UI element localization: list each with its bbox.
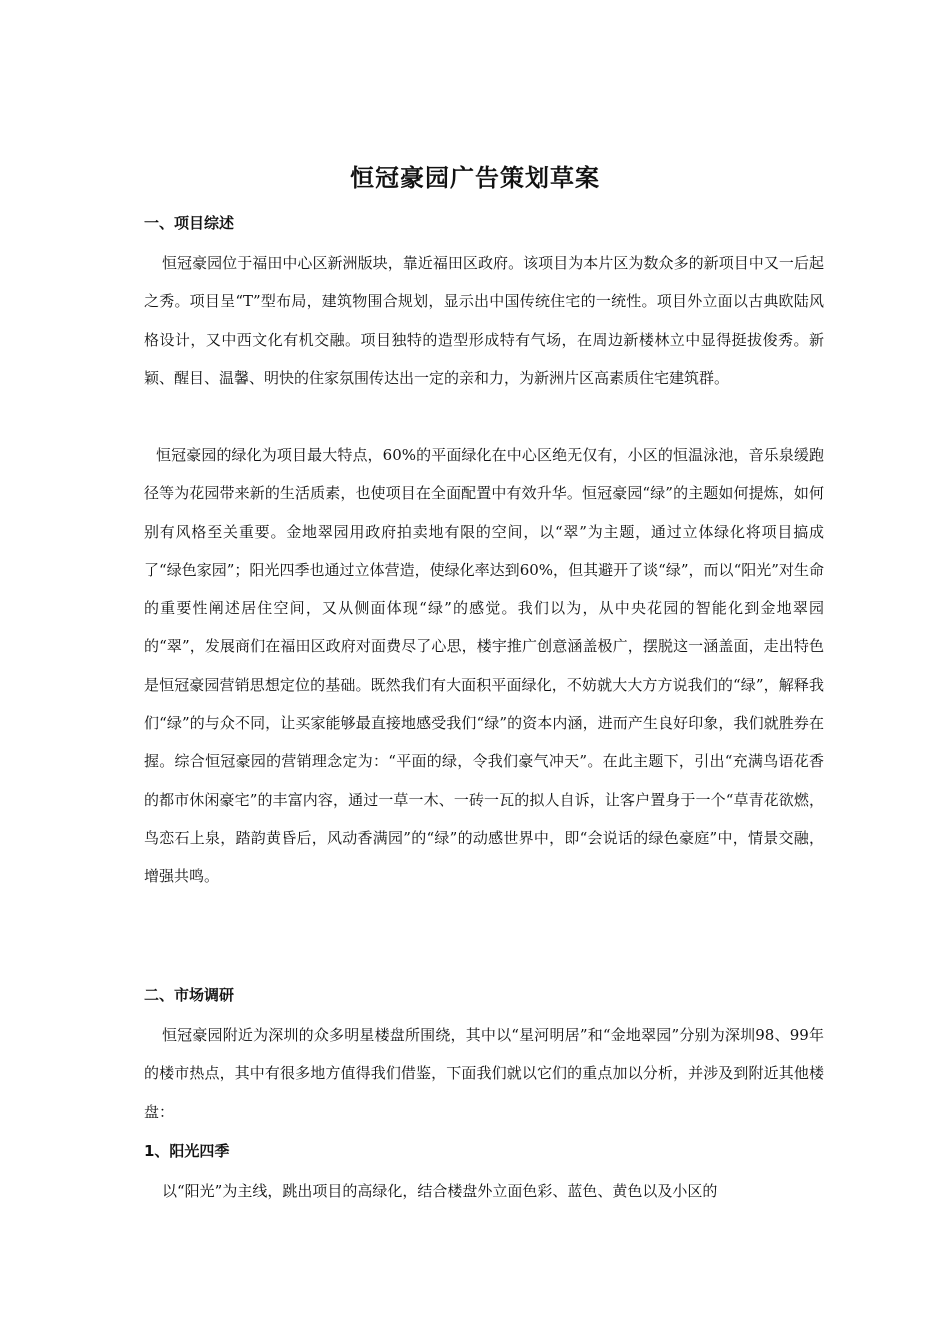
overview-paragraph-1: 恒冠豪园位于福田中心区新洲版块，靠近福田区政府。该项目为本片区为数众多的新项目中又一后起之秀。项目呈“T”型布局，建筑物围合规划，显示出中国传统住宅的一统性。项目外立面以古典欧陆风格设计，又中西文化有机交融。项目独特的造型形成特有气场，在周边新楼林立中显得挺拔俊秀。新颖、醒目、温馨、明快的住家氛围传达出一定的亲和力，为新洲片区高素质住宅建筑群。 bbox=[144, 254, 824, 387]
document-title: 恒冠豪园广告策划草案 bbox=[350, 164, 600, 192]
section-heading-overview: 一、项目综述 bbox=[144, 214, 235, 232]
section-heading-market-research: 二、市场调研 bbox=[144, 986, 235, 1004]
market-research-paragraph-1: 恒冠豪园附近为深圳的众多明星楼盘所围绕，其中以“星河明居”和“金地翠园”分别为深圳98、99年的楼市热点，其中有很多地方值得我们借鉴，下面我们就以它们的重点加以分析，并涉及到附近其他楼盘： bbox=[144, 1026, 824, 1121]
overview-paragraph-2: 恒冠豪园的绿化为项目最大特点，60%的平面绿化在中心区绝无仅有，小区的恒温泳池，音乐泉缓跑径等为花园带来新的生活质素，也使项目在全面配置中有效升华。恒冠豪园“绿”的主题如何提炼，如何别有风格至关重要。金地翠园用政府拍卖地有限的空间，以“翠”为主题，通过立体绿化将项目搞成了“绿色家园”；阳光四季也通过立体营造，使绿化率达到60%，但其避开了谈“绿”，而以“阳光”对生命的重要性阐述居住空间，又从侧面体现“绿”的感觉。我们以为，从中央花园的智能化到金地翠园的“翠”，发展商们在福田区政府对面费尽了心思，楼宇推广创意涵盖极广，摆脱这一涵盖面，走出特色是恒冠豪园营销思想定位的基础。既然我们有大面积平面绿化，不妨就大大方方说我们的“绿”，解释我们“绿”的与众不同，让买家能够最直接地感受我们“绿”的资本内涵，进而产生良好印象，我们就胜券在握。综合恒冠豪园的营销理念定为：“平面的绿，令我们豪气冲天”。在此主题下，引出“充满鸟语花香的都市休闲豪宅”的丰富内容，通过一草一木、一砖一瓦的拟人自诉，让客户置身于一个“草青花欲燃，鸟恋石上泉，踏韵黄昏后，风动香满园”的“绿”的动感世界中，即“会说话的绿色豪庭”中，情景交融，增强共鸣。 bbox=[144, 446, 824, 886]
subsection-heading-sunshine-four-seasons: 1、阳光四季 bbox=[144, 1142, 230, 1160]
sunshine-paragraph-1: 以“阳光”为主线，跳出项目的高绿化，结合楼盘外立面色彩、蓝色、黄色以及小区的 bbox=[162, 1182, 718, 1200]
